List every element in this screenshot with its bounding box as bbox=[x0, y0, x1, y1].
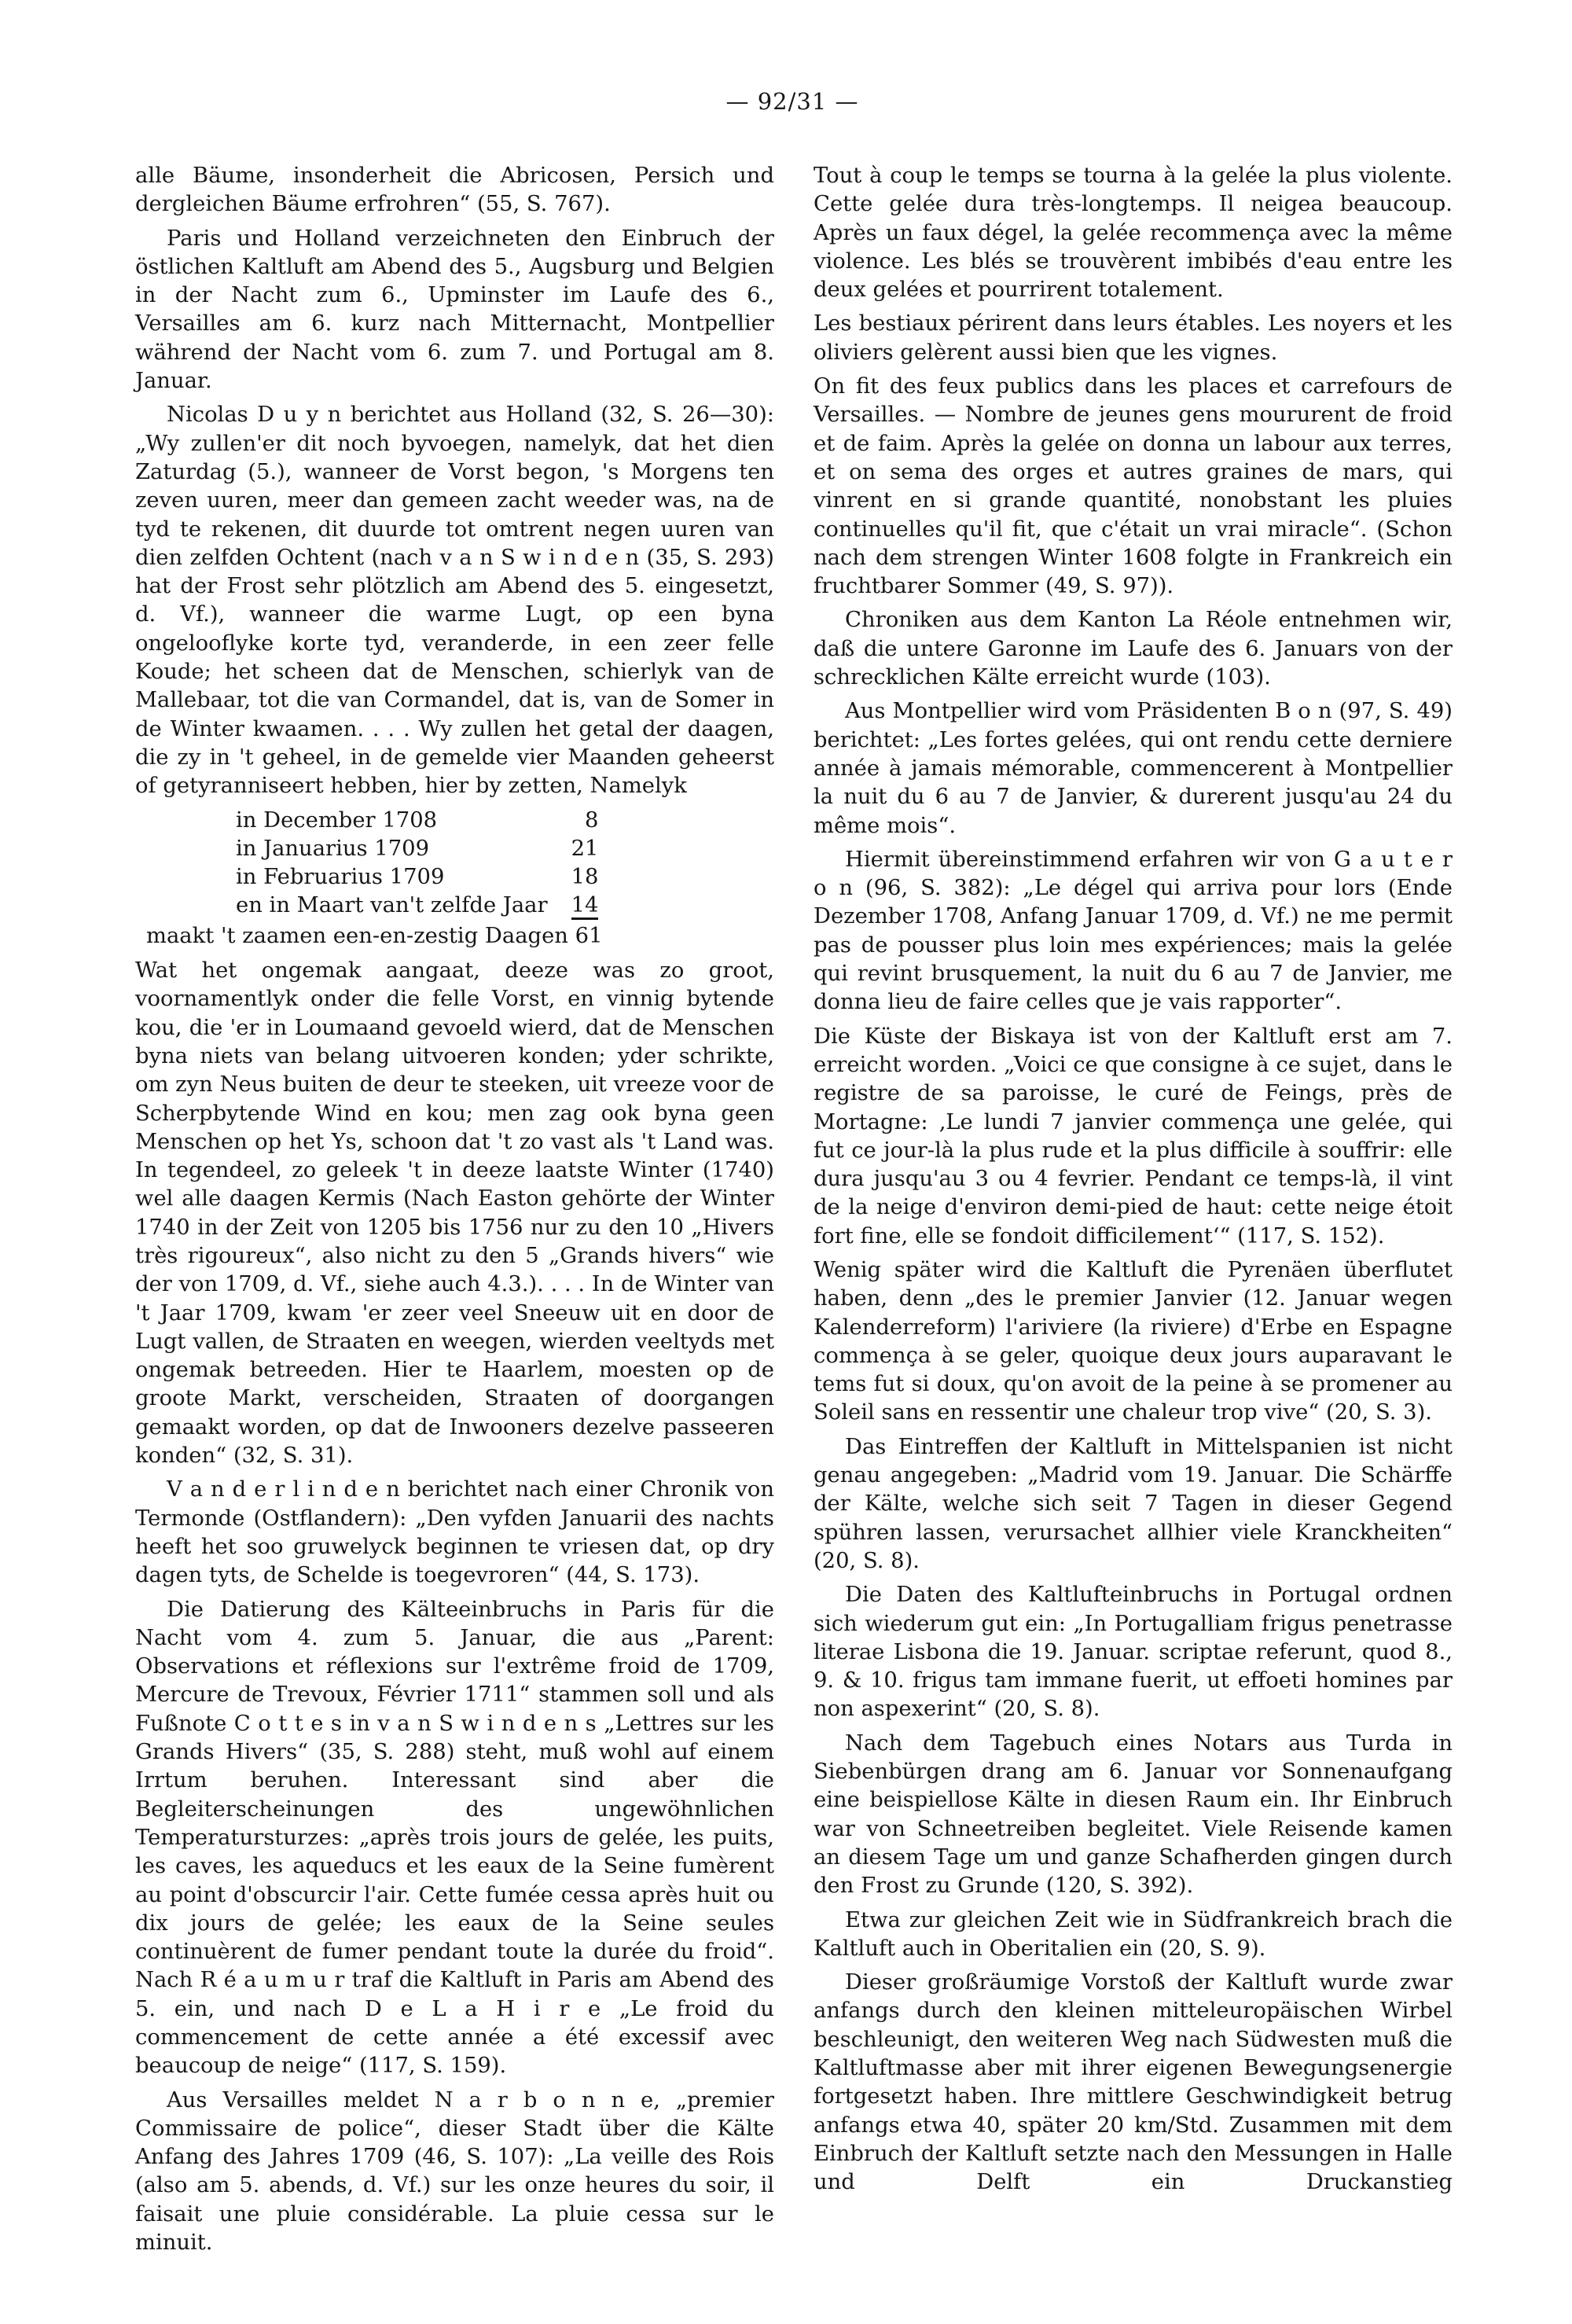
paragraph: Wat het ongemak aangaat, deeze was zo groot, voornamentlyk onder die felle Vorst, en vinnig bytende kou, die 'er in Loumaand gevoeld wierd, dat de Menschen byna niets van belang uitvoeren konden; yder schrikte, om zyn Neus buiten de deur te steeken, uit vreeze voor de Scherpbytende Wind en kou; men zag ook byna geen Menschen op het Ys, schoon dat 't zo vast als 't Land was. In tegendeel, zo geleek 't in deeze laatste Winter (1740) wel alle daagen Kermis (Nach Easton gehörte der Winter 1740 in der Zeit von 1205 bis 1756 nur zu den 10 „Hivers très rigoureux“, also nicht zu den 5 „Grands hivers“ wie der von 1709, d. Vf., siehe auch 4.3.). . . . In de Winter van 't Jaar 1709, kwam 'er zeer veel Sneeuw uit en door de Lugt vallen, de Straaten en weegen, wierden veeltyds met ongemak betreeden. Hier te Haarlem, moesten op de groote Markt, verscheiden, Straaten of doorgangen gemaakt worden, op dat de Inwooners dezelve passeeren konden“ (32, S. 31). bbox=[135, 958, 774, 1469]
paragraph: Hiermit übereinstimmend erfahren wir von G a u t e r o n (96, S. 382): „Le dégel qui arriva pour lors (Ende Dezember 1708, Anfang Januar 1709, d. Vf.) ne me permit pas de pousser plus loin mes expériences; mais la gelée qui revint brusquement, la nuit du 6 au 7 de Janvier, me donna lieu de faire celles que je vais rapporter“. bbox=[814, 847, 1453, 1015]
total-value: 61 bbox=[575, 923, 603, 948]
paragraph: Das Eintreffen der Kaltluft in Mittelspanien ist nicht genau angegeben: „Madrid vom 19. Januar. Die Schärffe der Kälte, welche sich seit 7 Tagen in dieser Gegend spühren lassen, verursachet allhier viele Kranckheiten“ (20, S. 8). bbox=[814, 1434, 1453, 1573]
paragraph: Nicolas D u y n berichtet aus Holland (32, S. 26—30): „Wy zullen'er dit noch byvoegen, namelyk, dat het dien Zaturdag (5.), wanneer de Vorst begon, 's Morgens ten zeven uuren, meer dan gemeen zacht weeder was, na de tyd te rekenen, dit duurde tot omtrent negen uuren van dien zelfden Ochtent (nach v a n S w i n d e n (35, S. 293) hat der Frost sehr plötzlich am Abend des 5. eingesetzt, d. Vf.), wanneer die warme Lugt, op een byna ongelooflyke korte tyd, veranderde, in een zeer felle Koude; het scheen dat de Menschen, schierlyk van de Mallebaar, tot die van Cormandel, dat is, van de Somer in de Winter kwaamen. . . . Wy zullen het getal der daagen, die zy in 't geheel, in de gemelde vier Maanden geheerst of getyranniseert hebben, hier by zetten, Namelyk bbox=[135, 403, 774, 799]
paragraph: Aus Versailles meldet N a r b o n n e, „premier Commissaire de police“, dieser Stadt über die Kälte Anfang des Jahres 1709 (46, S. 107): „La veille des Rois (also am 5. abends, d. Vf.) sur les onze heures du soir, il faisait une pluie considérable. La pluie cessa sur le minuit. bbox=[135, 2087, 774, 2256]
table-cell-label: in Januarius 1709 bbox=[236, 836, 429, 861]
paragraph: Die Datierung des Kälteeinbruchs in Paris für die Nacht vom 4. zum 5. Januar, die aus „Parent: Observations et réflexions sur l'extrême froid de 1709, Mercure de Trevoux, Février 1711“ stammen soll und als Fußnote C o t t e s in v a n S w i n d e n s „Lettres sur les Grands Hivers“ (35, S. 288) steht, muß wohl auf einem Irrtum beruhen. Interessant sind aber die Begleiterscheinungen des ungewöhnlichen Temperatursturzes: „après trois jours de gelée, les puits, les caves, les aqueducs et les eaux de la Seine fumèrent au point d'obscurcir l'air. Cette fumée cessa après huit ou dix jours de gelée; les eaux de la Seine seules continuèrent de fumer pendant toute la durée du froid“. Nach R é a u m u r traf die Kaltluft in Paris am Abend des 5. ein, und nach D e L a H i r e „Le froid du commencement de cette année a été excessif avec beaucoup de neige“ (117, S. 159). bbox=[135, 1597, 774, 2079]
table-cell-label: in Februarius 1709 bbox=[236, 865, 445, 890]
page-number: — 92/31 — bbox=[725, 88, 859, 115]
days-total bbox=[135, 922, 774, 951]
days-table bbox=[236, 807, 598, 921]
paragraph: V a n d e r l i n d e n berichtet nach einer Chronik von Termonde (Ostflandern): „Den vyfden Januarii des nachts heeft het soo gruwelyck beginnen te vriesen dat, op dry dagen tyts, de Schelde is toegevroren“ (44, S. 173). bbox=[135, 1477, 774, 1588]
table-row bbox=[236, 807, 598, 835]
paragraph: Paris und Holland verzeichneten den Einbruch der östlichen Kaltluft am Abend des 5., Augsburg und Belgien in der Nacht zum 6., Upminster im Laufe des 6., Versailles am 6. kurz nach Mitternacht, Montpellier während der Nacht vom 6. zum 7. und Portugal am 8. Januar. bbox=[135, 226, 774, 394]
table-cell-value: 8 bbox=[585, 807, 599, 833]
paragraph: Chroniken aus dem Kanton La Réole entnehmen wir, daß die untere Garonne im Laufe des 6. Januars von der schrecklichen Kälte erreicht wurde (103). bbox=[814, 608, 1453, 690]
table-row bbox=[236, 863, 598, 892]
table-row bbox=[236, 835, 598, 863]
table-cell-value: 21 bbox=[571, 836, 599, 861]
paragraph: Les bestiaux périrent dans leurs étables. Les noyers et les oliviers gelèrent aussi bien que les vignes. bbox=[814, 311, 1453, 365]
total-label: maakt 't zaamen een-en-zestig Daagen bbox=[146, 923, 568, 948]
paragraph: Etwa zur gleichen Zeit wie in Südfrankreich brach die Kaltluft auch in Oberitalien ein (20, S. 9). bbox=[814, 1907, 1453, 1961]
table-cell-label: in December 1708 bbox=[236, 807, 438, 833]
paragraph: alle Bäume, insonderheit die Abricosen, Persich und dergleichen Bäume erfrohren“ (55, S. 767). bbox=[135, 164, 774, 217]
table-cell-value: 14 bbox=[571, 893, 599, 920]
paragraph: Tout à coup le temps se tourna à la gelée la plus violente. Cette gelée dura très-longtemps. Il neigea beaucoup. Après un faux dégel, la gelée recommença avec la même violence. Les blés se trouvèrent imbibés d'eau entre les deux gelées et pourrirent totalement. bbox=[814, 164, 1453, 303]
table-cell-label: en in Maart van't zelfde Jaar bbox=[236, 893, 548, 918]
paragraph: Wenig später wird die Kaltluft die Pyrenäen überflutet haben, denn „des le premier Janvier (12. Januar wegen Kalenderreform) l'ariviere (la riviere) d'Erbe en Espagne commença à se geler, quoique deux jours auparavant le tems fut si doux, qu'on avoit de la peine à se promener au Soleil sans en ressentir une chaleur trop vive“ (20, S. 3). bbox=[814, 1257, 1453, 1425]
paragraph: Aus Montpellier wird vom Präsidenten B o n (97, S. 49) berichtet: „Les fortes gelées, qui ont rendu cette derniere année à jamais mémorable, commencerent à Montpellier la nuit du 6 au 7 de Janvier, & durerent jusqu'au 24 du même mois“. bbox=[814, 699, 1453, 838]
paragraph: Die Daten des Kaltlufteinbruchs in Portugal ordnen sich wiederum gut ein: „In Portugalliam frigus penetrasse literae Lisbona die 19. Januar. scriptae referunt, quod 8., 9. & 10. frigus tam immane fuerit, ut effoeti homines par non aspexerint“ (20, S. 8). bbox=[814, 1583, 1453, 1722]
left-column bbox=[135, 162, 774, 2263]
table-cell-value-wrap bbox=[548, 892, 599, 920]
paragraph: Dieser großräumige Vorstoß der Kaltluft wurde zwar anfangs durch den kleinen mitteleuropäischen Wirbel beschleunigt, den weiteren Weg nach Südwesten muß die Kaltluftmasse aber mit ihrer eigenen Bewegungsenergie fortgesetzt haben. Ihre mittlere Geschwindigkeit betrug anfangs etwa 40, später 20 km/Std. Zusammen mit dem Einbruch der Kaltluft setzte nach den Messungen in Halle und Delft ein Druckanstieg bbox=[814, 1970, 1453, 2195]
right-column bbox=[814, 162, 1453, 2202]
table-row bbox=[236, 892, 598, 920]
paragraph: On fit des feux publics dans les places et carrefours de Versailles. — Nombre de jeunes gens moururent de froid et de faim. Après la gelée on donna un labour aux terres, et on sema des orges et autres graines de mars, qui vinrent en si grande quantité, nonobstant les pluies continuelles qu'il fit, que c'était un vrai miracle“. (Schon nach dem strengen Winter 1608 folgte in Frankreich ein fruchtbarer Sommer (49, S. 97)). bbox=[814, 374, 1453, 599]
table-cell-value: 18 bbox=[571, 865, 599, 890]
paragraph: Nach dem Tagebuch eines Notars aus Turda in Siebenbürgen drang am 6. Januar vor Sonnenaufgang eine beispiellose Kälte in diesen Raum ein. Ihr Einbruch war von Schneetreiben begleitet. Viele Reisende kamen an diesem Tage um und ganze Schafherden gingen durch den Frost zu Grunde (120, S. 392). bbox=[814, 1730, 1453, 1899]
paragraph: Die Küste der Biskaya ist von der Kaltluft erst am 7. erreicht worden. „Voici ce que consigne à ce sujet, dans le registre de sa paroisse, le curé de Feings, près de Mortagne: ‚Le lundi 7 janvier commença une gelée, qui fut ce jour-là la plus rude et la plus difficile à souffrir: elle dura jusqu'au 3 ou 4 fevrier. Pendant ce temps-là, il vint de la neige d'environ demi-pied de haut: cette neige étoit fort fine, elle se fondoit difficilement‘“ (117, S. 152). bbox=[814, 1024, 1453, 1248]
